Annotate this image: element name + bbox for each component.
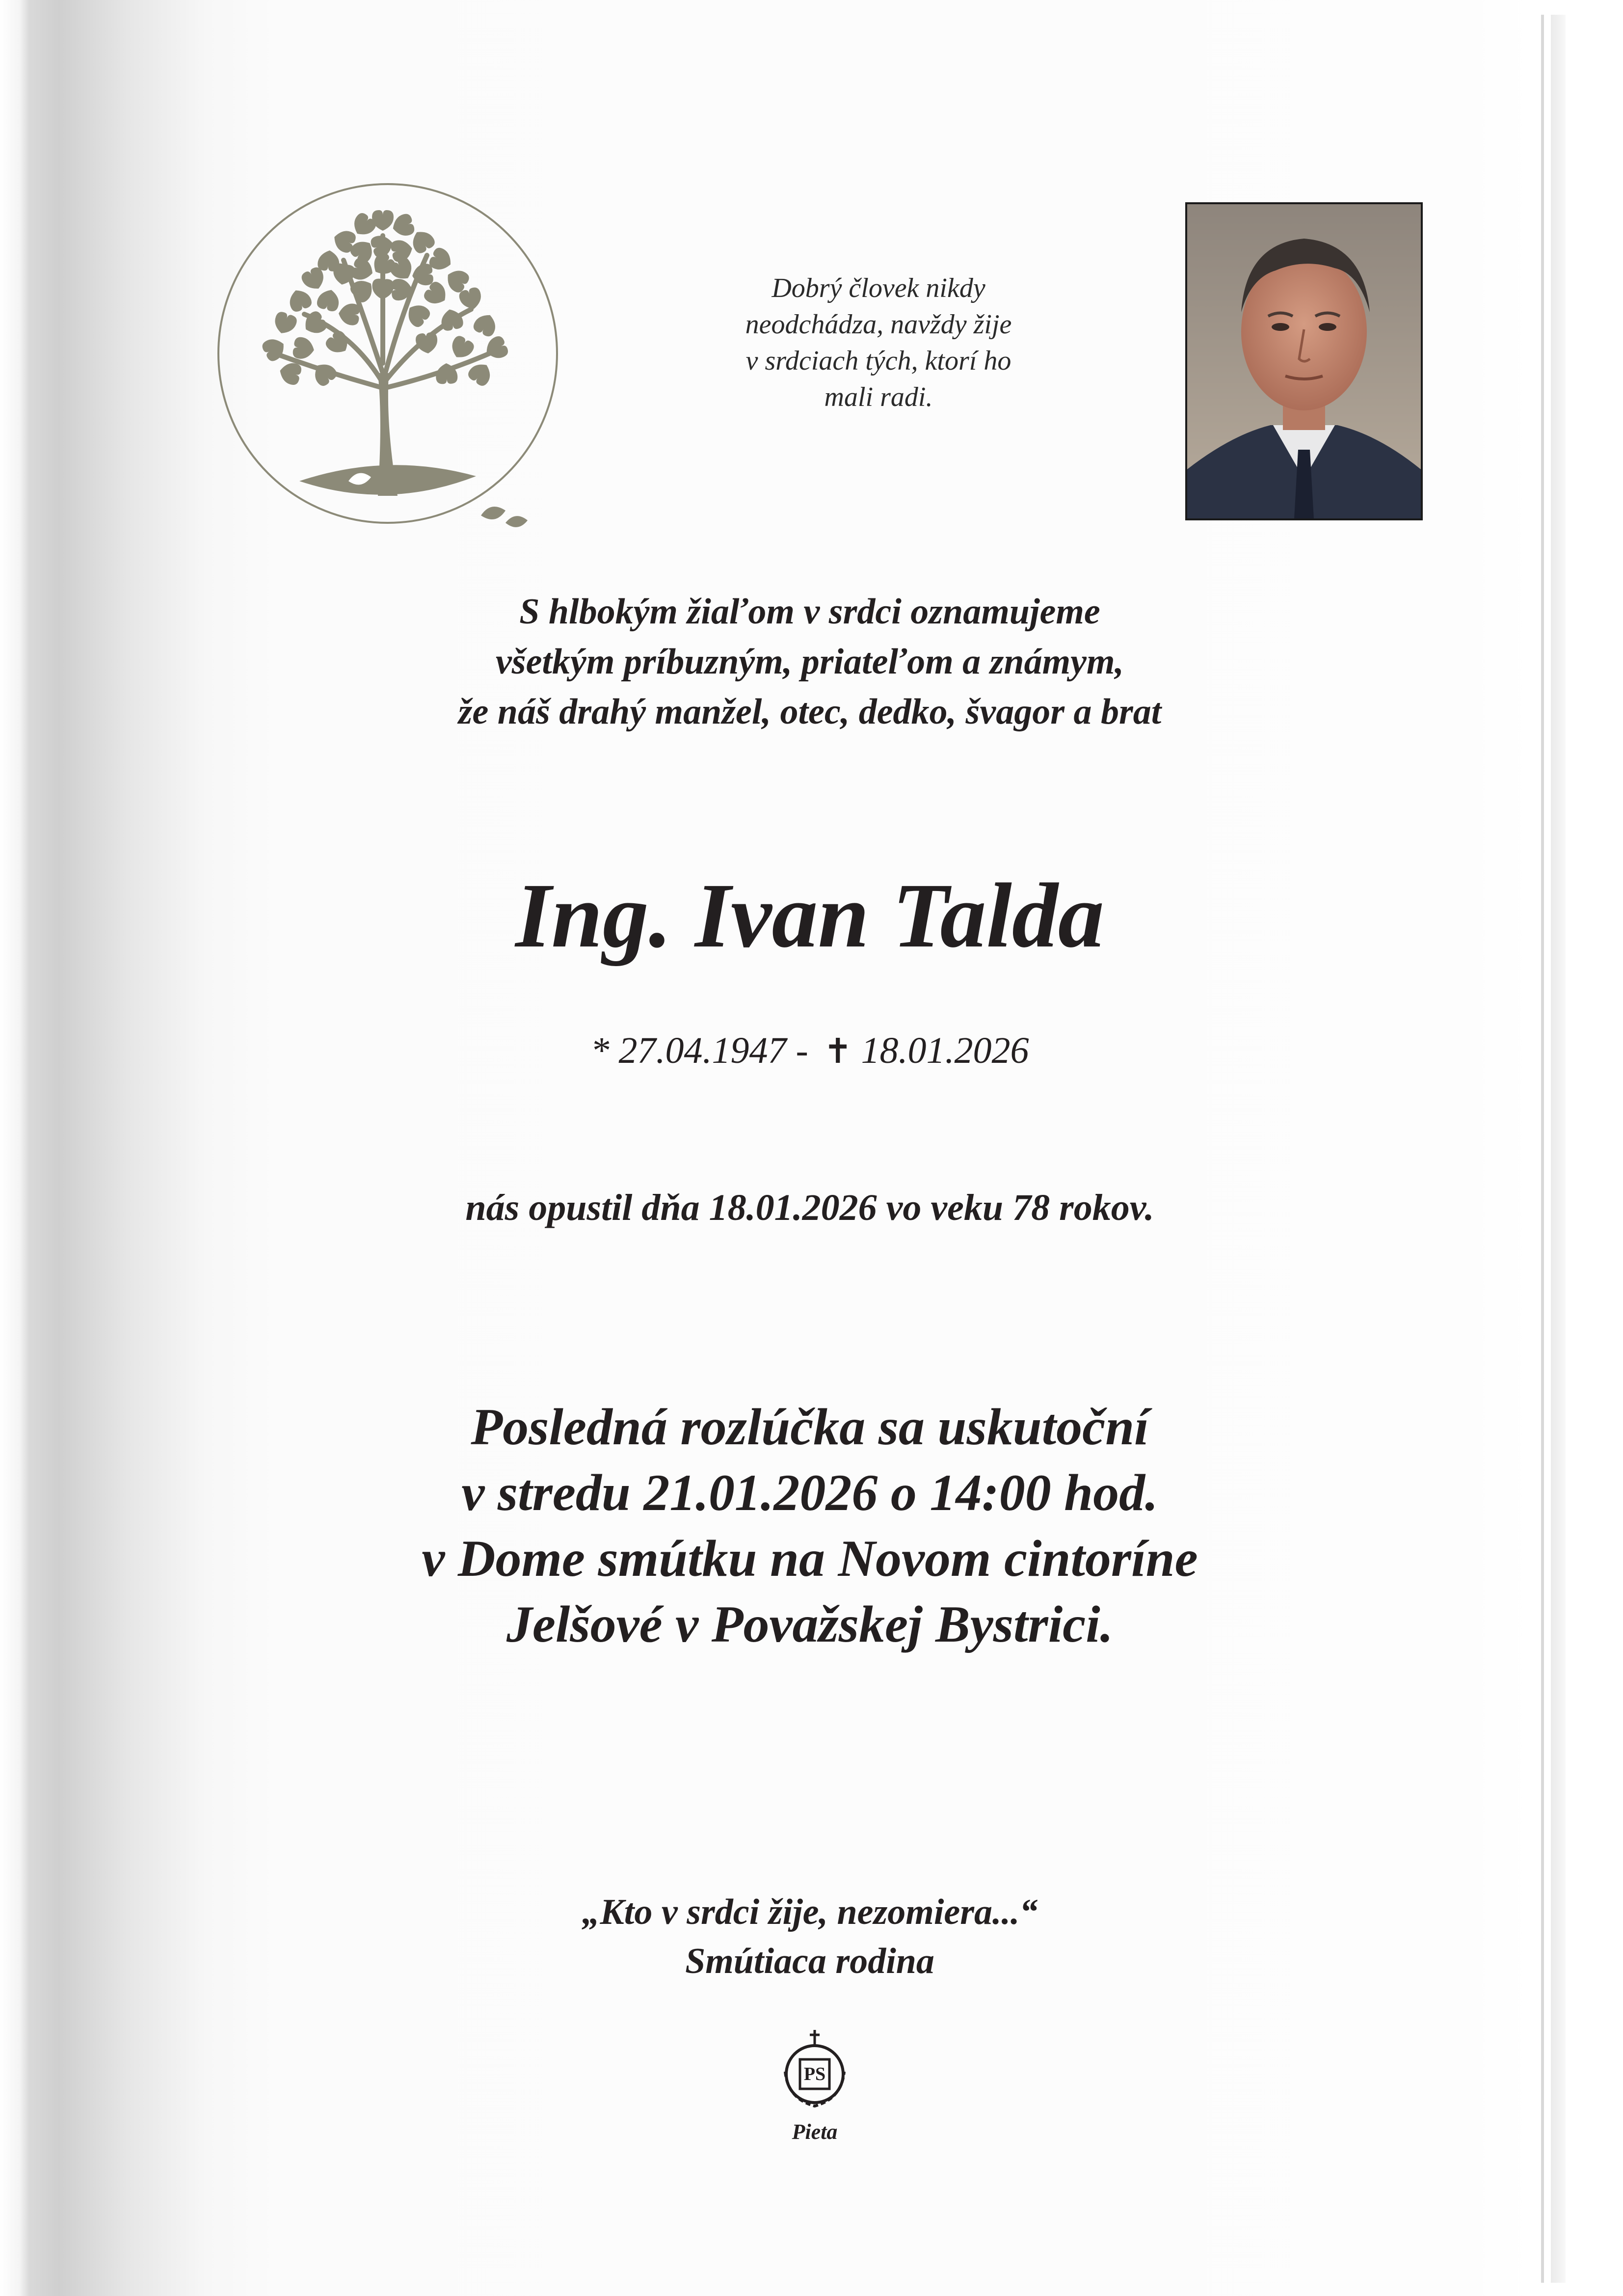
leaf <box>415 331 439 354</box>
memorial-quote <box>658 270 1099 415</box>
leaf <box>372 210 394 231</box>
leaf <box>292 336 316 361</box>
intro-line: že náš drahý manžel, otec, dedko, švagor a brat <box>458 692 1162 732</box>
leaf <box>338 303 360 326</box>
leaf <box>390 213 416 239</box>
funeral-line: v Dome smútku na Novom cintoríne <box>422 1530 1198 1587</box>
pieta-logo-icon <box>771 2025 859 2113</box>
page-fold-line <box>1541 15 1544 2283</box>
page-fold-edge <box>1551 15 1566 2283</box>
cross-icon: ✝ <box>823 1033 852 1071</box>
funeral-line: Jelšové v Považskej Bystrici. <box>506 1595 1114 1653</box>
funeral-details <box>294 1394 1325 1657</box>
portrait-image <box>1187 204 1421 518</box>
funeral-line: v stredu 21.01.2026 o 14:00 hod. <box>461 1464 1158 1521</box>
quote-line: Dobrý človek nikdy <box>772 273 985 303</box>
tree-of-life-icon <box>216 177 569 540</box>
logo-monogram: PS <box>803 2064 826 2084</box>
leaf <box>349 256 376 283</box>
closing-quote: „Kto v srdci žije, nezomiera...“ <box>582 1892 1038 1932</box>
logo-text: Pieta <box>792 2120 838 2144</box>
quote-line: neodchádza, navždy žije <box>745 309 1012 340</box>
leaf <box>372 278 394 300</box>
quote-line: mali radi. <box>824 382 933 412</box>
portrait-photo <box>1185 202 1423 520</box>
leaf <box>286 286 314 313</box>
leaf <box>309 359 339 388</box>
closing-section <box>442 1888 1178 1986</box>
passed-away-text: nás opustil dňa 18.01.2026 vo veku 78 rokov. <box>465 1187 1154 1228</box>
birth-date: * 27.04.1947 - <box>590 1030 808 1071</box>
leaf <box>443 266 472 295</box>
quote-line: v srdciach tých, ktorí ho <box>745 346 1011 376</box>
announcement-intro <box>294 587 1325 737</box>
funeral-line: Posledná rozlúčka sa uskutoční <box>471 1398 1149 1456</box>
life-dates <box>442 1026 1178 1077</box>
leaf <box>316 287 342 313</box>
death-date: 18.01.2026 <box>861 1030 1029 1071</box>
leaf <box>482 334 510 362</box>
family-signature: Smútiaca rodina <box>685 1941 934 1981</box>
leaf <box>472 311 500 339</box>
intro-line: S hlbokým žiaľom v srdci oznamujeme <box>519 592 1100 632</box>
leaf <box>369 232 396 259</box>
intro-line: všetkým príbuzným, priateľom a známym, <box>495 642 1124 682</box>
leaf <box>271 310 298 337</box>
deceased-name: Ing. Ivan Talda <box>515 864 1104 967</box>
